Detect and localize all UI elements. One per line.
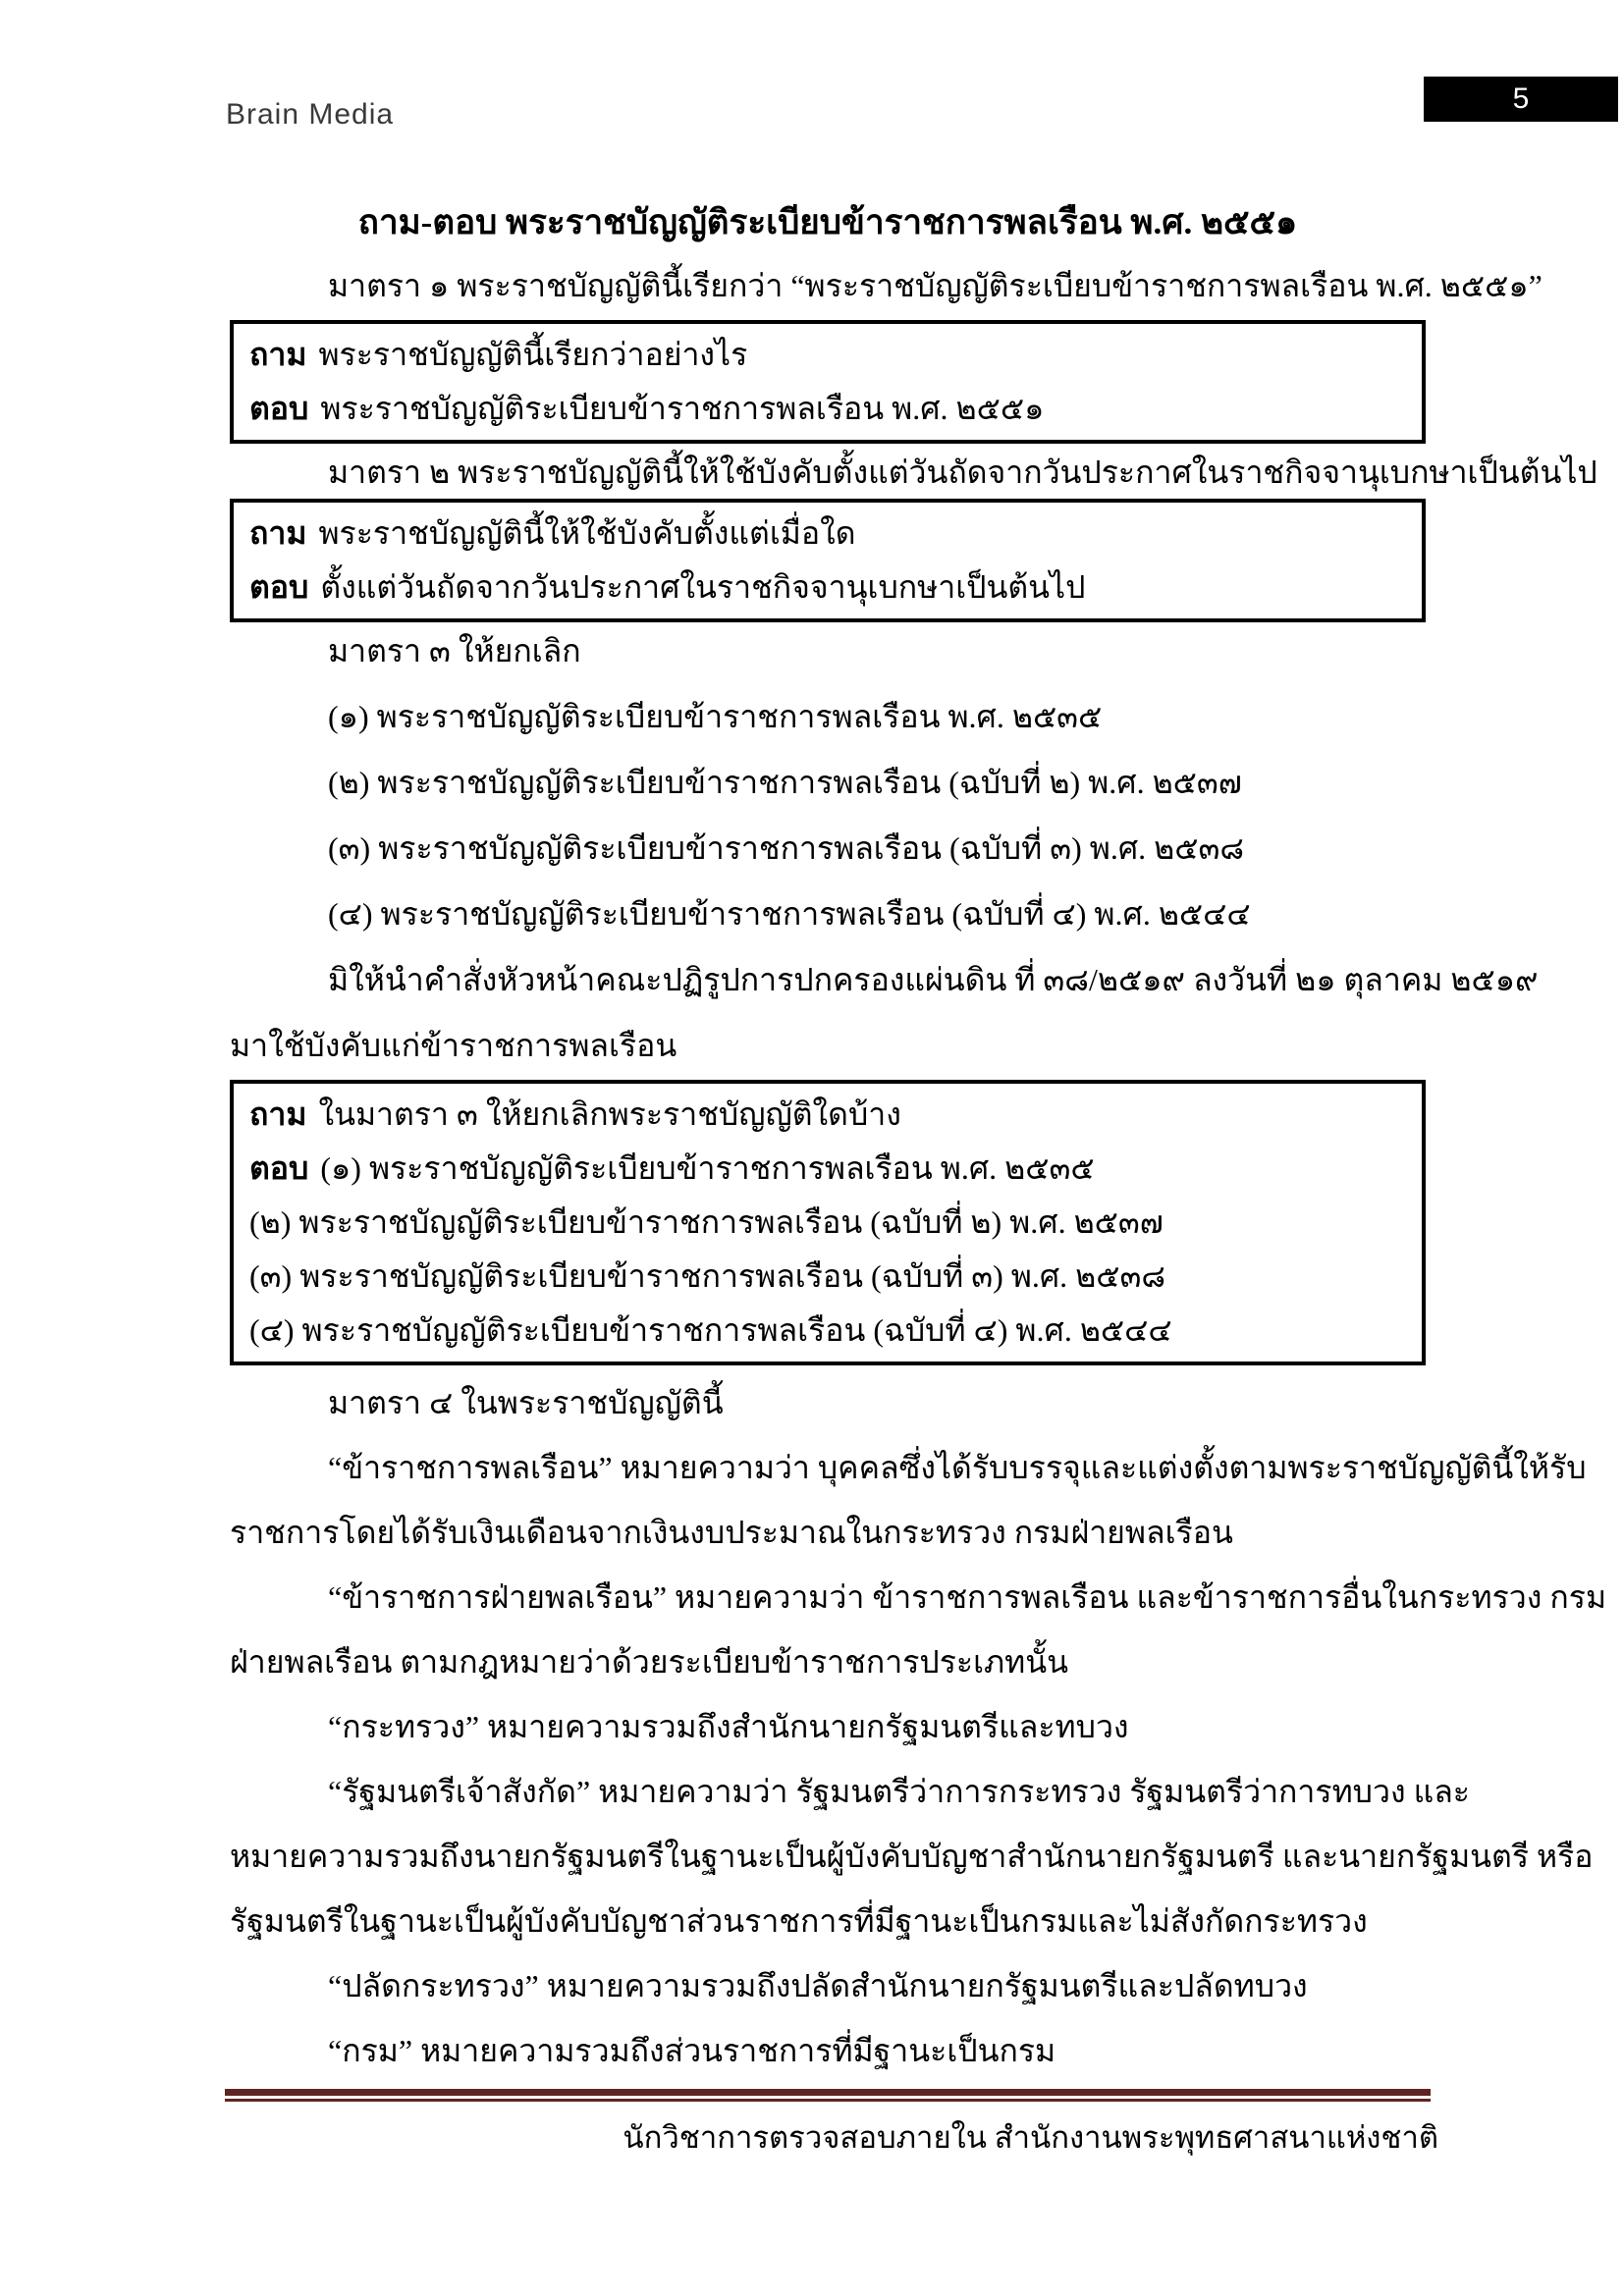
list-item: (๒) พระราชบัญญัติระเบียบข้าราชการพลเรือน (ฉบับที่ ๒) พ.ศ. ๒๕๓๗	[328, 765, 1242, 800]
question-text: พระราชบัญญัตินี้ให้ใช้บังคับตั้งแต่เมื่อใด	[318, 515, 856, 551]
answer-text: พระราชบัญญัติระเบียบข้าราชการพลเรือน พ.ศ. ๒๕๕๑	[320, 391, 1045, 426]
answer-label: ตอบ	[249, 1150, 309, 1186]
brand-logo-text: Brain Media	[226, 98, 395, 131]
definition-line: “รัฐมนตรีเจ้าสังกัด” หมายความว่า รัฐมนตรีว่าการกระทรวง รัฐมนตรีว่าการทบวง และ	[328, 1774, 1470, 1809]
question-line	[249, 507, 1406, 561]
qa-box-1	[230, 320, 1426, 444]
definition-line: “ปลัดกระทรวง” หมายความรวมถึงปลัดสำนักนายกรัฐมนตรีและปลัดทบวง	[328, 1968, 1308, 2003]
answer-line	[249, 382, 1406, 436]
footer-credit: นักวิชาการตรวจสอบภายใน สำนักงานพระพุทธศาสนาแห่งชาติ	[623, 2120, 1438, 2155]
section-4	[230, 1370, 1607, 2083]
answer-text: (๑) พระราชบัญญัติระเบียบข้าราชการพลเรือน พ.ศ. ๒๕๓๕	[320, 1150, 1095, 1186]
section-3	[230, 618, 1539, 1079]
question-line	[249, 1088, 1406, 1142]
answer-line: (๓) พระราชบัญญัติระเบียบข้าราชการพลเรือน (ฉบับที่ ๓) พ.ศ. ๒๕๓๘	[249, 1258, 1165, 1294]
definition-line: “ข้าราชการฝ่ายพลเรือน” หมายความว่า ข้าราชการพลเรือน และข้าราชการอื่นในกระทรวง กรม	[328, 1579, 1607, 1615]
answer-line: (๔) พระราชบัญญัติระเบียบข้าราชการพลเรือน (ฉบับที่ ๔) พ.ศ. ๒๕๔๔	[249, 1312, 1172, 1348]
question-text: พระราชบัญญัตินี้เรียกว่าอย่างไร	[318, 337, 748, 372]
definition-line: “ข้าราชการพลเรือน” หมายความว่า บุคคลซึ่งได้รับบรรจุและแต่งตั้งตามพระราชบัญญัตินี้ให้รับ	[328, 1450, 1587, 1485]
list-item: (๔) พระราชบัญญัติระเบียบข้าราชการพลเรือน (ฉบับที่ ๔) พ.ศ. ๒๕๔๔	[328, 896, 1251, 932]
footer-rule-thin	[225, 2099, 1431, 2102]
question-line	[249, 328, 1406, 382]
list-item: (๓) พระราชบัญญัติระเบียบข้าราชการพลเรือน (ฉบับที่ ๓) พ.ศ. ๒๕๓๘	[328, 830, 1244, 866]
question-label: ถาม	[249, 1096, 307, 1132]
definition-line: “กรม” หมายความรวมถึงส่วนราชการที่มีฐานะเป็นกรม	[328, 2033, 1056, 2068]
definition-line: หมายความรวมถึงนายกรัฐมนตรีในฐานะเป็นผู้บังคับบัญชาสำนักนายกรัฐมนตรี และนายกรัฐมนตรี หรือ	[230, 1839, 1594, 1874]
qa-box-2	[230, 499, 1426, 622]
qa-box-3	[230, 1080, 1426, 1365]
paragraph-section-1: มาตรา ๑ พระราชบัญญัตินี้เรียกว่า “พระราชบัญญัติระเบียบข้าราชการพลเรือน พ.ศ. ๒๕๕๑”	[328, 268, 1543, 303]
question-text: ในมาตรา ๓ ให้ยกเลิกพระราชบัญญัติใดบ้าง	[318, 1096, 901, 1132]
answer-text: ตั้งแต่วันถัดจากวันประกาศในราชกิจจานุเบกษาเป็นต้นไป	[320, 569, 1086, 605]
answer-label: ตอบ	[249, 391, 309, 426]
list-item: (๑) พระราชบัญญัติระเบียบข้าราชการพลเรือน พ.ศ. ๒๕๓๕	[328, 699, 1103, 734]
definition-line: ฝ่ายพลเรือน ตามกฎหมายว่าด้วยระเบียบข้าราชการประเภทนั้น	[230, 1644, 1068, 1680]
section-3-note-line-2: มาใช้บังคับแก่ข้าราชการพลเรือน	[230, 1028, 677, 1063]
page-number-box	[1424, 77, 1618, 122]
definition-line: ราชการโดยได้รับเงินเดือนจากเงินงบประมาณในกระทรวง กรมฝ่ายพลเรือน	[230, 1515, 1233, 1550]
footer-rule-thick	[225, 2089, 1431, 2096]
answer-line	[249, 1142, 1406, 1196]
answer-line	[249, 561, 1406, 614]
definition-line: “กระทรวง” หมายความรวมถึงสำนักนายกรัฐมนตรีและทบวง	[328, 1709, 1129, 1744]
section-3-heading: มาตรา ๓ ให้ยกเลิก	[328, 633, 581, 668]
page-number: 5	[1512, 82, 1530, 115]
section-3-note-line-1: มิให้นำคำสั่งหัวหน้าคณะปฏิรูปการปกครองแผ่นดิน ที่ ๓๘/๒๕๑๙ ลงวันที่ ๒๑ ตุลาคม ๒๕๑๙	[328, 962, 1539, 997]
question-label: ถาม	[249, 515, 307, 551]
question-label: ถาม	[249, 337, 307, 372]
section-4-heading: มาตรา ๔ ในพระราชบัญญัตินี้	[328, 1385, 724, 1420]
answer-line: (๒) พระราชบัญญัติระเบียบข้าราชการพลเรือน (ฉบับที่ ๒) พ.ศ. ๒๕๓๗	[249, 1204, 1164, 1240]
page-title: ถาม-ตอบ พระราชบัญญัติระเบียบข้าราชการพลเรือน พ.ศ. ๒๕๕๑	[357, 203, 1298, 241]
definition-line: รัฐมนตรีในฐานะเป็นผู้บังคับบัญชาส่วนราชการที่มีฐานะเป็นกรมและไม่สังกัดกระทรวง	[230, 1903, 1368, 1939]
paragraph-section-2: มาตรา ๒ พระราชบัญญัตินี้ให้ใช้บังคับตั้งแต่วันถัดจากวันประกาศในราชกิจจานุเบกษาเป็นต้นไป	[328, 454, 1597, 490]
answer-label: ตอบ	[249, 569, 309, 605]
